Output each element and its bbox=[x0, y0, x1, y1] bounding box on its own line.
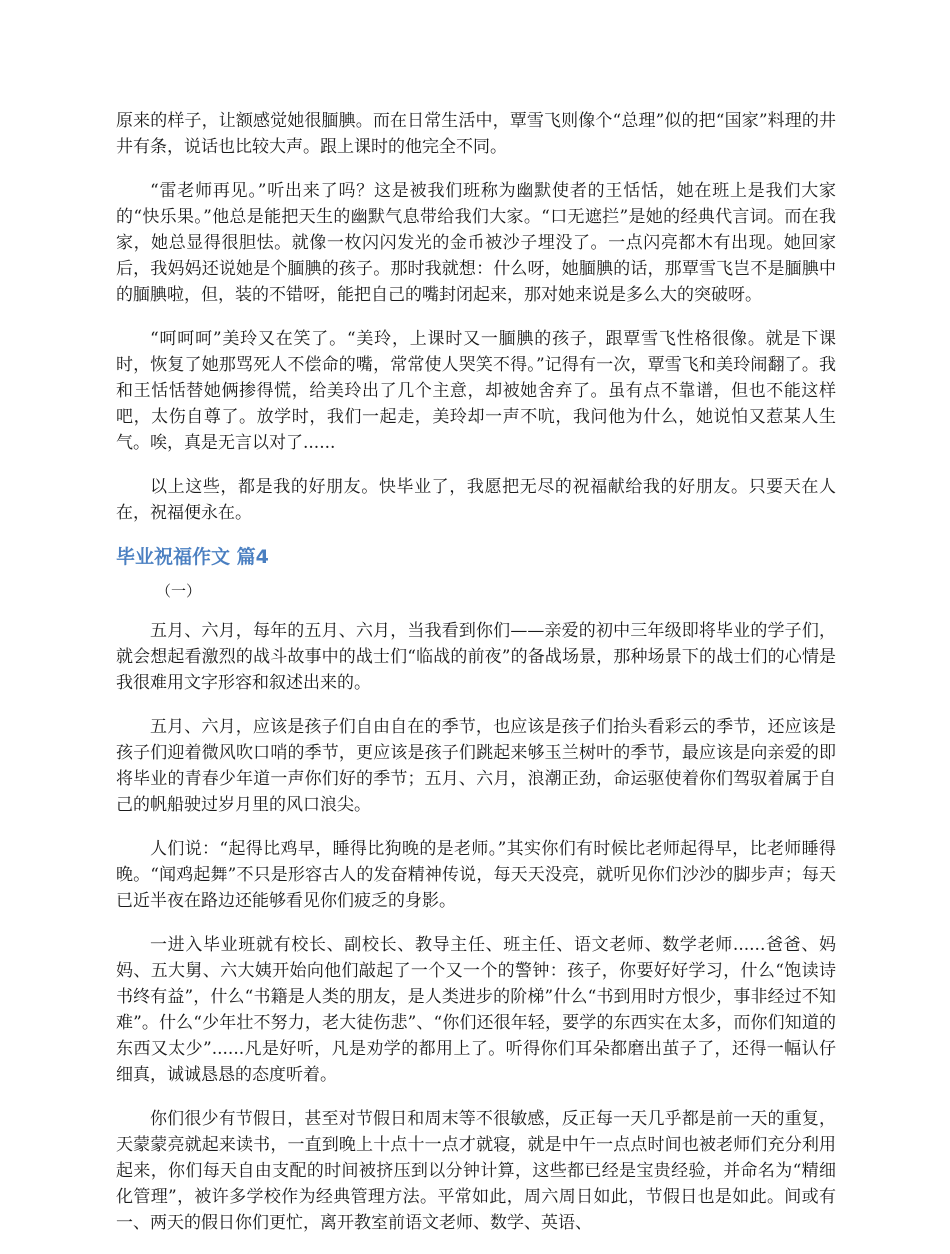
section-subtitle: （一） bbox=[156, 582, 202, 600]
paragraph-meiling: “呵呵呵”美玲又在笑了。“美玲，上课时又一腼腆的孩子，跟覃雪飞性格很像。就是下课时，恢复了她那骂死人不偿命的嘴，常常使人哭笑不得。”记得有一次，覃雪飞和美玲闹翻了。我和王恬恬替她俩掺得慌，给美玲出了几个主意，却被她舍弃了。虽有点不靠谱，但也不能这样吧，太伤自尊了。放学时，我们一起走，美玲却一声不吭，我问他为什么，她说怕又惹某人生气。唉，真是无言以对了...... bbox=[116, 329, 836, 453]
paragraph-continuation: 原来的样子，让额感觉她很腼腆。而在日常生活中，覃雪飞则像个“总理”似的把“国家”料理的井井有条，说话也比较大声。跟上课时的他完全不同。 bbox=[116, 111, 836, 157]
paragraph-may-june: 五月、六月，每年的五月、六月，当我看到你们——亲爱的初中三年级即将毕业的学子们，就会想起看激烈的战斗故事中的战士们“临战的前夜”的备战场景，那种场景下的战士们的心情是我很难用文字形容和叙述出来的。 bbox=[116, 621, 836, 693]
paragraph-early-rise: 人们说：“起得比鸡早，睡得比狗晚的是老师。”其实你们有时候比老师起得早，比老师睡得晚。“闻鸡起舞”不只是形容古人的发奋精神传说，每天天没亮，就听见你们沙沙的脚步声；每天已近半夜在路边还能够看见你们疲乏的身影。 bbox=[116, 839, 836, 911]
document-page bbox=[116, 108, 836, 1254]
paragraph-no-holidays: 你们很少有节假日，甚至对节假日和周末等不很敏感，反正每一天几乎都是前一天的重复，天蒙蒙亮就起来读书，一直到晚上十点十一点才就寝，就是中午一点点时间也被老师们充分利用起来，你们每天自由支配的时间被挤压到以分钟计算，这些都已经是宝贵经验，并命名为“精细化管理”，被许多学校作为经典管理方法。平常如此，周六周日如此，节假日也是如此。间或有一、两天的假日你们更忙，离开教室前语文老师、数学、英语、 bbox=[116, 1109, 836, 1233]
section-title: 毕业祝福作文 篇4 bbox=[116, 546, 269, 568]
paragraph-wang-tiantian: “雷老师再见。”听出来了吗？这是被我们班称为幽默使者的王恬恬，她在班上是我们大家的“快乐果。”他总是能把天生的幽默气息带给我们大家。“口无遮拦”是她的经典代言词。而在我家，她总显得很胆怯。就像一枚闪闪发光的金币被沙子埋没了。一点闪亮都木有出现。她回家后，我妈妈还说她是个腼腆的孩子。那时我就想：什么呀，她腼腆的话，那覃雪飞岂不是腼腆中的腼腆啦，但，装的不错呀，能把自己的嘴封闭起来，那对她来说是多么大的突破呀。 bbox=[116, 181, 836, 305]
paragraph-season: 五月、六月，应该是孩子们自由自在的季节，也应该是孩子们抬头看彩云的季节，还应该是孩子们迎着微风吹口哨的季节，更应该是孩子们跳起来够玉兰树叶的季节，最应该是向亲爱的即将毕业的青春少年道一声你们好的季节；五月、六月，浪潮正劲，命运驱使着你们驾驭着属于自己的帆船驶过岁月里的风口浪尖。 bbox=[116, 717, 836, 815]
paragraph-friends-blessing: 以上这些，都是我的好朋友。快毕业了，我愿把无尽的祝福献给我的好朋友。只要天在人在，祝福便永在。 bbox=[116, 477, 836, 523]
paragraph-warnings: 一进入毕业班就有校长、副校长、教导主任、班主任、语文老师、数学老师......爸爸、妈妈、五大舅、六大姨开始向他们敲起了一个又一个的警钟：孩子，你要好好学习，什么“饱读诗书终有益”，什么“书籍是人类的朋友，是人类进步的阶梯”什么“书到用时方恨少，事非经过不知难”。什么“少年壮不努力，老大徒伤悲”、“你们还很年轻，要学的东西实在太多，而你们知道的东西又太少”......凡是好听，凡是劝学的都用上了。听得你们耳朵都磨出茧子了，还得一幅认仔细真，诚诚恳恳的态度听着。 bbox=[116, 935, 836, 1085]
